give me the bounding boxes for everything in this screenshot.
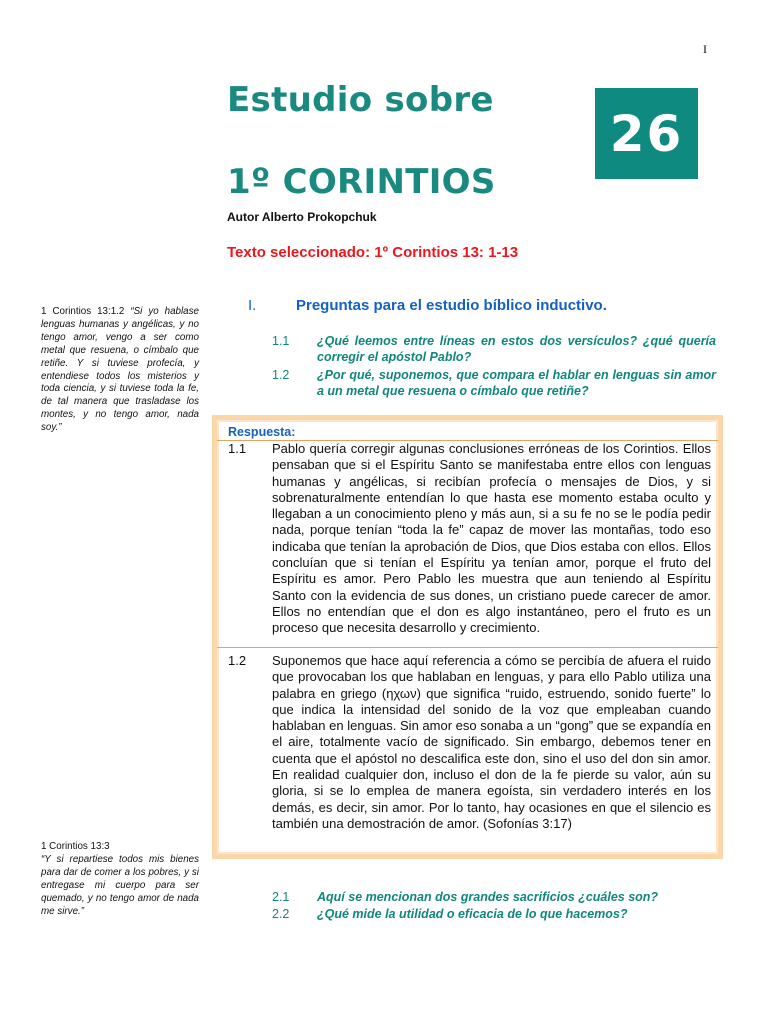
- question-number: 1.1: [272, 334, 290, 348]
- question-text: Aquí se mencionan dos grandes sacrificios ¿cuáles son?: [317, 890, 659, 904]
- question-number: 2.1: [272, 890, 290, 904]
- answer-text: Pablo quería corregir algunas conclusiones erróneas de los Corintios. Ellos pensaban que si el Espíritu Santo se manifestaba entre ellos con lenguas humanas y angélicas, si recibían profecía o mensajes de Dios, y si sobrenaturalmente entendían lo que hasta ese momento estaba oculto y llegaban a un conocimiento pleno y más aun, si a su fe no se le podía pedir nada, porque tenían “toda la fe” capaz de mover las montañas, todo eso indicaba que tenían la aprobación de Dios, que Dios estaba con ellos. Ellos concluían que si tenían el Espíritu ya tenían amor, porque el fruto del Espíritu es amor. Pero Pablo les muestra que aun teniendo al Espíritu Santo con la evidencia de sus dones, un cristiano puede carecer de amor. Ellos no entendían que el don es algo instantáneo, pero el fruto es un proceso que necesita desarrollo y crecimiento.: [272, 441, 711, 636]
- margin-note-text: “Y si repartiese todos mis bienes para dar de comer a los pobres, y si entregase mi cuerpo para ser quemado, y no tengo amor de nada me sirve.”: [41, 853, 199, 917]
- section-heading: [248, 297, 607, 314]
- margin-note-1: [41, 306, 199, 435]
- answer-number: 1.1: [228, 441, 247, 456]
- question-text: ¿Por qué, suponemos, que compara el hablar en lenguas sin amor a un metal que resuena o címbalo que retiñe?: [317, 368, 716, 398]
- selected-text-heading: Texto seleccionado: 1º Corintios 13: 1-13: [227, 244, 519, 261]
- answer-number: 1.2: [228, 653, 247, 668]
- section-number: I.: [248, 297, 257, 314]
- question-number: 1.2: [272, 368, 290, 382]
- question-2-2: [272, 906, 716, 922]
- answer-divider: [217, 647, 718, 648]
- margin-note-2: [41, 841, 199, 918]
- question-1-1: [272, 333, 716, 365]
- answer-text: Suponemos que hace aquí referencia a cómo se percibía de afuera el ruido que provocaban los que hablaban en lenguas, y para ello Pablo utiliza una palabra en griego (ηχων) que significa “ruido, estruendo, sonido fuerte” lo que indica la intensidad del sonido de la voz que empleaban cuando hablaban en lenguas. Sin amor eso sonaba a un “gong” que se expandía en el aire, totalmente vacío de significado. Sin embargo, debemos tener en cuenta que el apóstol no descalifica este don, sino el uso del don sin amor. En realidad cualquier don, incluso el don de la fe pierde su valor, aún su gloria, si se lo emplea de manera egoísta, sin verdadero interés en los demás, es decir, sin amor. Por lo tanto, hay ocasiones en que el silencio es también una demostración de amor. (Sofonías 3:17): [272, 653, 711, 831]
- answer-1-1: [228, 441, 711, 637]
- study-number-badge: 26: [595, 88, 698, 179]
- question-number: 2.2: [272, 907, 290, 921]
- margin-note-text: “Si yo hablase lenguas humanas y angélicas, y no tengo amor, vengo a ser como metal que resuena, o címbalo que retiñe. Y si tuviese profecía, y entendiese todos los misterios y toda ciencia, y si tuviese toda la fe, de tal manera que trasladase los montes, y no tengo amor, nada soy.”: [41, 306, 199, 434]
- margin-note-ref: 1 Corintios 13:1.2: [41, 306, 125, 317]
- question-text: ¿Qué mide la utilidad o eficacia de lo que hacemos?: [317, 907, 628, 921]
- margin-note-ref: 1 Corintios 13:3: [41, 841, 110, 852]
- section-title: Preguntas para el estudio bíblico inductivo.: [296, 297, 607, 314]
- question-2-1: [272, 889, 716, 905]
- author-line: Autor Alberto Prokopchuk: [227, 210, 377, 224]
- page-number: I: [703, 42, 707, 56]
- question-1-2: [272, 367, 716, 399]
- title-line-1: Estudio sobre: [227, 80, 494, 120]
- question-text: ¿Qué leemos entre líneas en estos dos versículos? ¿qué quería corregir el apóstol Pablo?: [317, 334, 716, 364]
- answer-1-2: [228, 653, 711, 832]
- answer-label: Respuesta:: [228, 425, 296, 439]
- title-line-2: 1º CORINTIOS: [227, 162, 496, 202]
